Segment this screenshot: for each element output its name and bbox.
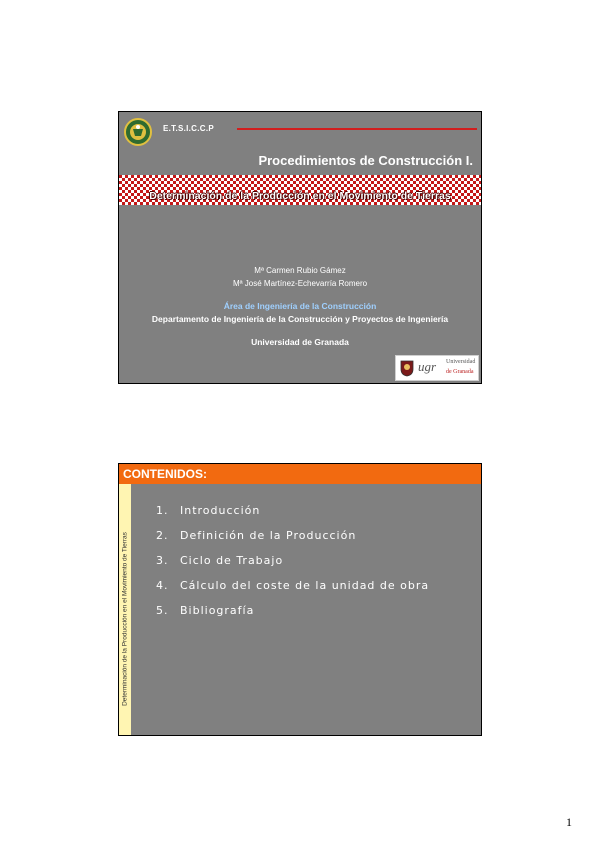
toc-item-label: Introducción <box>180 504 261 517</box>
toc-item-number: 5. <box>156 604 169 617</box>
toc-item-label: Definición de la Producción <box>180 529 357 542</box>
toc-item-number: 1. <box>156 504 169 517</box>
toc-item-label: Cálculo del coste de la unidad de obra <box>180 579 430 592</box>
side-bar <box>119 484 131 735</box>
side-label: Determinación de la Producción en el Movimiento de Tierras <box>121 532 129 706</box>
area-name: Área de Ingeniería de la Construcción <box>223 301 377 311</box>
toc-item-number: 4. <box>156 579 169 592</box>
ugr-line-2: de Granada <box>446 369 474 375</box>
university-logo <box>395 355 479 381</box>
title-slide <box>118 111 482 384</box>
university-name: Universidad de Granada <box>251 337 349 347</box>
toc-item <box>156 604 429 629</box>
toc-item-label: Bibliografía <box>180 604 255 617</box>
toc-item <box>156 504 429 529</box>
toc-item <box>156 579 429 604</box>
author-1: Mª Carmen Rubio Gámez <box>254 266 346 275</box>
toc-item <box>156 554 429 579</box>
contents-slide <box>118 463 482 736</box>
ugr-line-1: Universidad <box>446 359 476 365</box>
toc-item <box>156 529 429 554</box>
course-title: Procedimientos de Construcción I. <box>258 153 473 168</box>
school-name: E.T.S.I.C.C.P <box>163 124 215 133</box>
ugr-letters: ugr <box>418 359 437 374</box>
department-name: Departamento de Ingeniería de la Construcción y Proyectos de Ingeniería <box>151 314 449 324</box>
table-of-contents <box>156 504 429 629</box>
author-2: Mª José Martínez-Echevarría Romero <box>232 279 368 288</box>
toc-item-label: Ciclo de Trabajo <box>180 554 284 567</box>
presentation-subtitle: Determinación de la Producción en el Movimiento de Tierras <box>149 190 451 202</box>
page-number: 1 <box>566 815 572 829</box>
university-crest-icon <box>399 359 415 377</box>
school-emblem-icon <box>124 118 152 146</box>
header-divider <box>237 128 477 130</box>
contents-header: CONTENIDOS: <box>119 464 481 484</box>
toc-item-number: 2. <box>156 529 169 542</box>
toc-item-number: 3. <box>156 554 169 567</box>
